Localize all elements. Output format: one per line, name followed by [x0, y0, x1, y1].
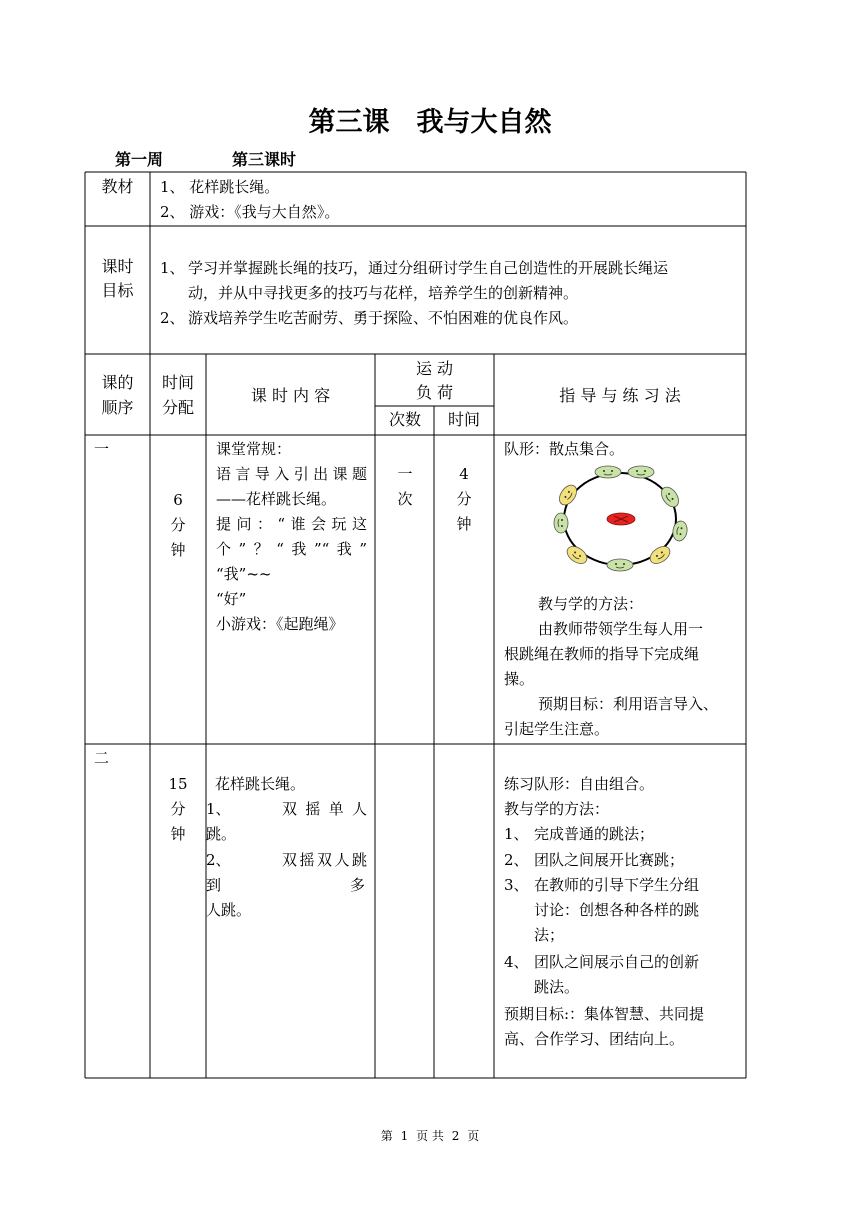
goal-2-line-1: 游戏培养学生吃苦耐劳、勇于探险、不怕困难的优良作风。 [188, 309, 579, 327]
section-1-content-line: 小游戏：《起跑绳》 [216, 615, 344, 633]
section-1-content-line: 课堂常规： [216, 440, 292, 458]
student-face-icon [671, 520, 688, 542]
section-2-item-2-line: 双摇双人跳 [282, 851, 367, 869]
section-2-goal-line: 高、合作学习、团结向上。 [504, 1030, 685, 1048]
section-2-step-number: 2、 [504, 851, 529, 869]
footer-label: 页 共 [416, 1129, 444, 1143]
section-2-step-line: 团队之间展开比赛跳； [534, 851, 685, 869]
formation-diagram [548, 460, 693, 578]
week-label: 第一周 [115, 150, 164, 169]
section-1-teach-title: 教与学的方法： [538, 595, 644, 613]
header-time-2: 分配 [161, 398, 194, 417]
goal-1-number: 1、 [160, 259, 185, 277]
section-1-goal-line: 引起学生注意。 [504, 720, 610, 738]
section-1-time-unit-2: 钟 [170, 541, 186, 559]
section-2-step-line: 完成普通的跳法； [534, 825, 655, 843]
section-2-step-number: 1、 [504, 825, 529, 843]
goals-label-1: 课时 [101, 257, 134, 276]
section-2-goal-line: 预期目标:：集体智慧、共同提 [504, 1005, 705, 1023]
period-label: 第三课时 [232, 150, 297, 169]
section-1-teach-line: 根跳绳在教师的指导下完成绳 [504, 645, 700, 663]
student-face-icon [556, 482, 580, 508]
page-title: 第三课 我与大自然 [308, 107, 552, 138]
material-item-1: 1、 花样跳长绳。 [160, 178, 280, 196]
section-1-duration-2: 分 [456, 490, 472, 508]
section-1-time-value: 6 [173, 491, 183, 509]
section-1-count-1: 一 [397, 465, 413, 483]
section-2-item-2-line: 到 [206, 876, 222, 894]
section-1-content-line: “我”~~ [216, 565, 272, 583]
material-item-2: 2、 游戏：《我与大自然》。 [160, 203, 340, 221]
section-2-step-line: 法； [534, 926, 565, 944]
section-2-item-1-line: 双 摇 单 人 [282, 800, 367, 818]
section-2-step-number: 4、 [504, 953, 529, 971]
header-content: 课 时 内 容 [250, 386, 331, 405]
section-1-duration-3: 钟 [456, 515, 472, 533]
section-2-formation: 练习队形：自由组合。 [504, 775, 655, 793]
student-face-icon [647, 543, 673, 567]
student-face-icon [628, 466, 654, 478]
section-1-order: 一 [94, 440, 110, 458]
section-1-teach-line: 由教师带领学生每人用一 [538, 620, 704, 638]
section-1-content-line: ——花样跳长绳。 [216, 490, 337, 508]
student-face-icon [554, 513, 568, 533]
section-1-content-line: “好” [216, 590, 247, 608]
section-2-time-unit-1: 分 [170, 800, 186, 818]
teacher-icon [607, 513, 635, 525]
section-2-step-line: 讨论：创想各种各样的跳 [534, 901, 700, 919]
section-2-item-1-line: 跳。 [206, 825, 237, 843]
section-2-content-title: 花样跳长绳。 [215, 775, 306, 793]
header-load-1: 运 动 [415, 359, 454, 378]
header-method: 指 导 与 练 习 法 [559, 386, 681, 405]
section-1-goal-line: 预期目标：利用语言导入、 [538, 695, 719, 713]
material-label: 教材 [101, 177, 134, 196]
section-2-item-1-number: 1、 [206, 800, 231, 818]
section-1-content-line: 个”？“我”“我” [216, 540, 367, 558]
section-2-order: 二 [94, 749, 110, 767]
section-1-time-unit-1: 分 [170, 516, 186, 534]
student-face-icon [595, 466, 621, 478]
section-1-content-line: 提问：“谁会玩这 [216, 515, 367, 533]
section-2-item-2-line: 人跳。 [206, 901, 252, 919]
page-total: 2 [451, 1129, 460, 1143]
section-1-content-line: 语言导入引出课题 [216, 465, 367, 483]
header-time-1: 时间 [161, 373, 194, 392]
footer-label: 第 [380, 1129, 393, 1143]
section-2-step-number: 3、 [504, 876, 529, 894]
section-1-teach-line: 操。 [504, 670, 535, 688]
student-face-icon [607, 559, 633, 571]
footer-label: 页 [467, 1129, 480, 1143]
section-2-item-2-number: 2、 [206, 851, 231, 869]
section-2-time-value: 15 [168, 775, 188, 793]
goals-label-2: 目标 [101, 281, 134, 300]
header-order-1: 课的 [101, 373, 134, 392]
goal-1-line-1: 学习并掌握跳长绳的技巧，通过分组研讨学生自己创造性的开展跳长绳运 [188, 259, 669, 277]
section-2-step-line: 跳法。 [534, 978, 580, 996]
goal-2-number: 2、 [160, 309, 185, 327]
student-face-icon [564, 543, 590, 567]
page-footer [0, 1127, 860, 1144]
page-number: 1 [400, 1129, 409, 1143]
section-2-teach-title: 教与学的方法： [504, 800, 610, 818]
section-1-count-2: 次 [397, 490, 413, 508]
section-2-step-line: 在教师的引导下学生分组 [534, 876, 700, 894]
section-2-time-unit-2: 钟 [170, 825, 186, 843]
section-2-item-2-line: 多 [350, 876, 366, 894]
goal-1-line-2: 动，并从中寻找更多的技巧与花样，培养学生的创新精神。 [188, 284, 579, 302]
header-duration: 时间 [447, 410, 480, 429]
header-count: 次数 [388, 410, 421, 429]
section-2-step-line: 团队之间展示自己的创新 [534, 953, 700, 971]
header-load-2: 负 荷 [415, 383, 454, 402]
section-1-duration-1: 4 [459, 465, 469, 483]
header-order-2: 顺序 [101, 398, 134, 417]
section-1-formation: 队形：散点集合。 [504, 440, 625, 458]
